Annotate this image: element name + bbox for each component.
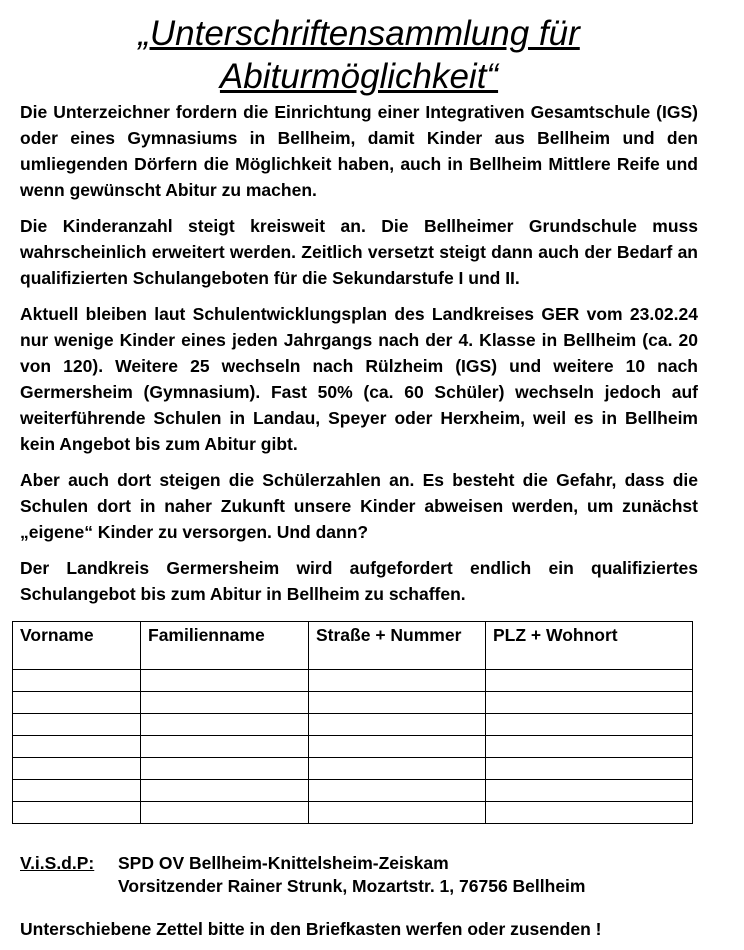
signature-cell[interactable] (141, 714, 309, 736)
imprint-organization: SPD OV Bellheim-Knittelsheim-Zeiskam (118, 853, 449, 873)
signature-cell[interactable] (141, 670, 309, 692)
signature-row (13, 692, 693, 714)
signature-cell[interactable] (486, 758, 693, 780)
signature-cell[interactable] (486, 780, 693, 802)
signature-cell[interactable] (486, 670, 693, 692)
signature-cell[interactable] (13, 714, 141, 736)
signature-row (13, 780, 693, 802)
signature-cell[interactable] (13, 692, 141, 714)
signature-cell[interactable] (486, 736, 693, 758)
signature-row (13, 670, 693, 692)
column-header-last-name: Familienname (141, 622, 309, 670)
signature-cell[interactable] (141, 780, 309, 802)
signature-cell[interactable] (486, 714, 693, 736)
signature-cell[interactable] (309, 802, 486, 824)
signature-cell[interactable] (13, 802, 141, 824)
signature-table-header-row (13, 622, 693, 670)
imprint-label: V.i.S.d.P: (20, 853, 95, 873)
title-line-1: „Unterschriftensammlung für (138, 14, 580, 53)
signature-cell[interactable] (309, 670, 486, 692)
signature-cell[interactable] (141, 802, 309, 824)
signature-cell[interactable] (13, 736, 141, 758)
signature-cell[interactable] (141, 736, 309, 758)
petition-text (20, 99, 698, 617)
paragraph-call-to-action: Der Landkreis Germersheim wird aufgefordert endlich ein qualifiziertes Schulangebot bis zum Abitur in Bellheim zu schaffen. (20, 558, 698, 604)
signature-cell[interactable] (13, 758, 141, 780)
paragraph-risk: Aber auch dort steigen die Schülerzahlen an. Es besteht die Gefahr, dass die Schulen dort in naher Zukunft unsere Kinder abweisen werden, um zunächst „eigene“ Kinder zu versorgen. Und dann? (20, 470, 698, 542)
signature-cell[interactable] (141, 692, 309, 714)
page-title (20, 12, 698, 98)
signature-cell[interactable] (309, 692, 486, 714)
column-header-postcode-city: PLZ + Wohnort (486, 622, 693, 670)
footer-note: Unterschiebene Zettel bitte in den Briefkasten werfen oder zusenden ! (20, 919, 602, 939)
paragraph-enrollment: Die Kinderanzahl steigt kreisweit an. Die Bellheimer Grundschule muss wahrscheinlich erweitert werden. Zeitlich versetzt steigt dann auch der Bedarf an qualifizierten Schulangeboten für die Sekundarstufe I und II. (20, 216, 698, 288)
signature-cell[interactable] (486, 692, 693, 714)
signature-cell[interactable] (309, 780, 486, 802)
paragraph-demand: Die Unterzeichner fordern die Einrichtung einer Integrativen Gesamtschule (IGS) oder eines Gymnasiums in Bellheim, damit Kinder aus Bellheim und den umliegenden Dörfern die Möglichkeit haben, auch in Bellheim Mittlere Reife und wenn gewünscht Abitur zu machen. (20, 102, 698, 200)
paragraph-current-situation: Aktuell bleiben laut Schulentwicklungsplan des Landkreises GER vom 23.02.24 nur wenige Kinder eines jeden Jahrgangs nach der 4. Klasse in Bellheim (ca. 20 von 120). Weitere 25 wechseln nach Rülzheim (IGS) und weitere 10 nach Germersheim (Gymnasium). Fast 50% (ca. 60 Schüler) wechseln jedoch auf weiterführende Schulen in Landau, Speyer oder Herxheim, weil es in Bellheim kein Angebot bis zum Abitur gibt. (20, 304, 698, 454)
signature-row (13, 802, 693, 824)
signature-table (12, 621, 693, 824)
signature-cell[interactable] (141, 758, 309, 780)
signature-cell[interactable] (309, 758, 486, 780)
imprint-details (118, 852, 585, 898)
signature-cell[interactable] (309, 714, 486, 736)
title-line-2: Abiturmöglichkeit“ (219, 57, 499, 96)
signature-cell[interactable] (13, 780, 141, 802)
signature-cell[interactable] (486, 802, 693, 824)
signature-row (13, 714, 693, 736)
column-header-first-name: Vorname (13, 622, 141, 670)
signature-row (13, 758, 693, 780)
signature-cell[interactable] (13, 670, 141, 692)
signature-cell[interactable] (309, 736, 486, 758)
signature-row (13, 736, 693, 758)
imprint-contact: Vorsitzender Rainer Strunk, Mozartstr. 1, 76756 Bellheim (118, 876, 586, 896)
column-header-street: Straße + Nummer (309, 622, 486, 670)
